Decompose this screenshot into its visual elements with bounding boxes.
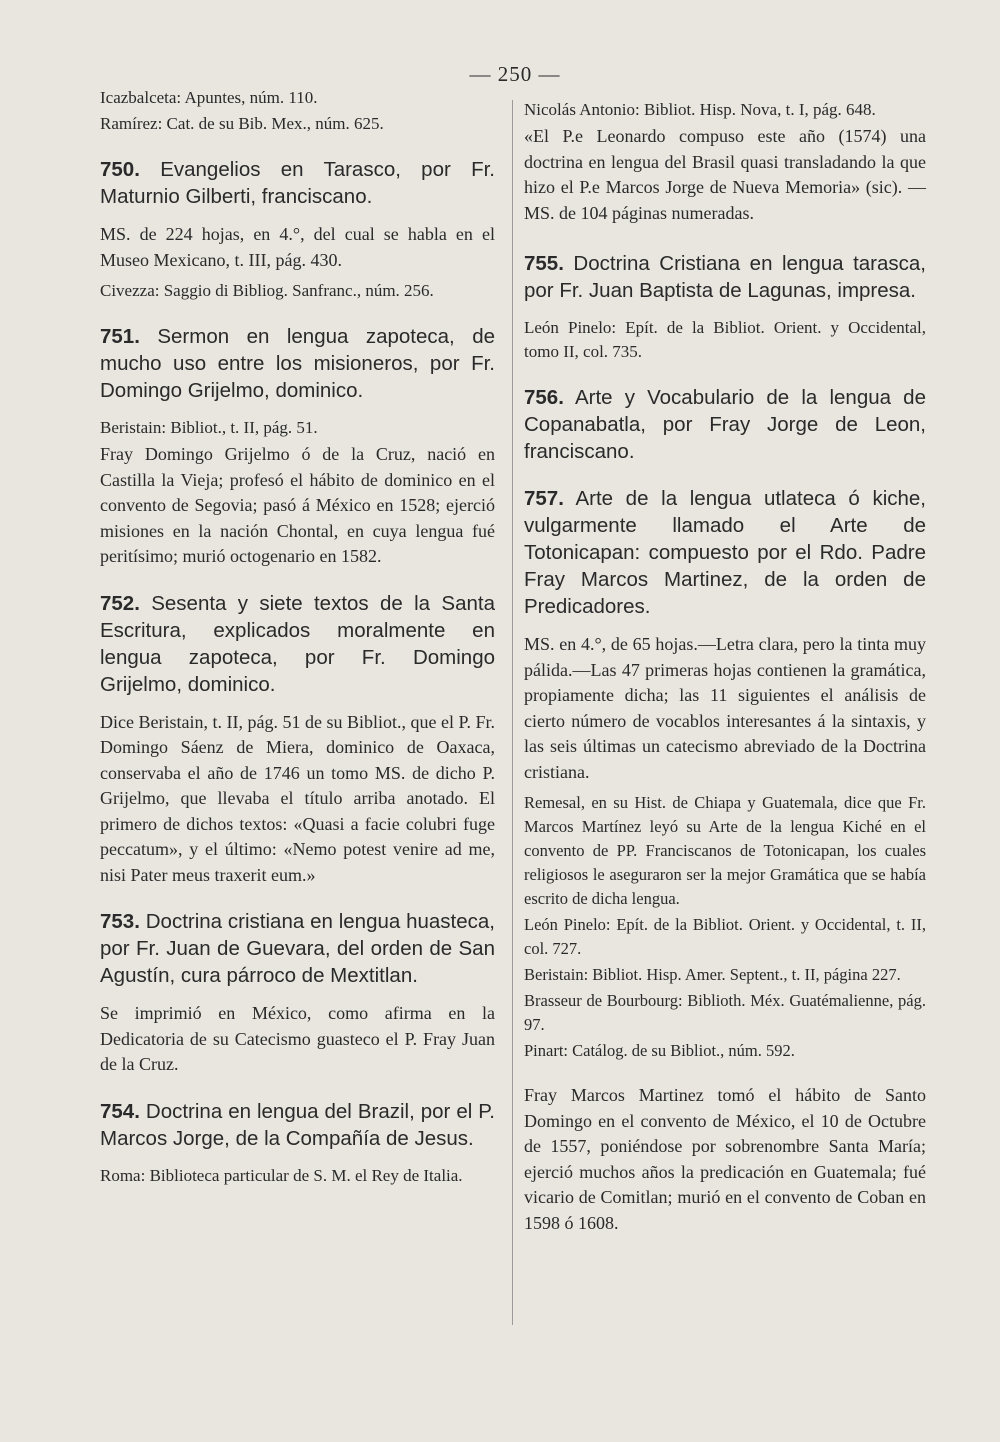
entry-note: Se imprimió en México, como afirma en la Dedicatoria de su Catecismo guasteco el P. Fray Juan de la Cruz. <box>100 1003 495 1074</box>
entry-note: Fray Domingo Grijelmo ó de la Cruz, nació en Castilla la Vieja; profesó el hábito de dominico en el convento de Segovia; pasó á México en 1528; ejerció misiones en la nación Chontal, en cuya lengua fué peritísimo; murió octogenario en 1582. <box>100 444 495 566</box>
page-number: — 250 — <box>469 62 561 86</box>
entry-number: 755. <box>524 252 564 275</box>
entry-number: 753. <box>100 910 140 933</box>
entry-heading <box>100 323 495 404</box>
entry-757 <box>524 485 926 1236</box>
entry-number: 756. <box>524 386 564 409</box>
entry-754 <box>100 1098 495 1188</box>
entry-reference: Civezza: Saggio di Bibliog. Sanfranc., núm. 256. <box>100 281 434 300</box>
entry-number: 754. <box>100 1099 140 1123</box>
entry-753 <box>100 908 495 1078</box>
entry-heading <box>524 384 926 465</box>
entry-reference: Pinart: Catálog. de su Bibliot., núm. 592. <box>524 1041 795 1060</box>
entry-reference: Beristain: Bibliot., t. II, pág. 51. <box>100 418 318 437</box>
entry-755 <box>524 250 926 364</box>
entry-note: Fray Marcos Martinez tomó el hábito de Santo Domingo en el convento de México, el 10 de Octubre de 1557, poniéndose por sobrenombre Santa María; ejerció muchos años la predicación en Guatemala; fué vicario de Comitlan; murió en el convento de Coban en 1598 ó 1608. <box>524 1085 926 1233</box>
entry-751 <box>100 323 495 570</box>
entry-title: Sesenta y siete textos de la Santa Escritura, explicados moralmente en lengua zapoteca, por Fr. Domingo Grijelmo, dominico. <box>100 591 495 696</box>
entry-title: Doctrina Cristiana en lengua tarasca, por Fr. Juan Baptista de Lagunas, impresa. <box>524 252 926 302</box>
entry-number: 751. <box>100 325 140 348</box>
entry-title: Doctrina cristiana en lengua huasteca, por Fr. Juan de Guevara, del orden de San Agustín, cura párroco de Mextitlan. <box>100 910 495 987</box>
entry-heading <box>100 590 495 698</box>
entry-reference: León Pinelo: Epít. de la Bibliot. Orient. y Occidental, tomo II, col. 735. <box>524 318 926 361</box>
entry-750 <box>100 156 495 303</box>
entry-reference: Beristain: Bibliot. Hisp. Amer. Septent., t. II, página 227. <box>524 965 901 984</box>
entry-heading <box>524 250 926 304</box>
left-column <box>100 86 495 1208</box>
entry-heading <box>524 485 926 620</box>
entry-note: Dice Beristain, t. II, pág. 51 de su Bibliot., que el P. Fr. Domingo Sáenz de Miera, dominico de Oaxaca, conservaba el año de 1746 un tomo MS. de dicho P. Grijelmo, que llevaba el título arriba anotado. El primero de dichos textos: «Quasi a facie colubri fuge peccatum», y el último: «Nemo potest venire ad me, nisi Pater meus traxerit eum.» <box>100 711 495 885</box>
entry-title: Arte y Vocabulario de la lengua de Copanabatla, por Fray Jorge de Leon, franciscano. <box>524 386 926 463</box>
entry-heading <box>100 156 495 210</box>
column-divider <box>512 100 513 1325</box>
entry-number: 752. <box>100 591 140 615</box>
quoted-note: «El P.e Leonardo compuso este año (1574) una doctrina en lengua del Brasil quasi transladando la que hizo el P.e Marcos Jorge de Nueva Memoria» (sic). — MS. de 104 páginas numeradas. <box>524 126 926 223</box>
entry-752 <box>100 590 495 889</box>
entry-reference: León Pinelo: Epít. de la Bibliot. Orient. y Occidental, t. II, col. 727. <box>524 915 926 958</box>
entry-title: Doctrina en lengua del Brazil, por el P. Marcos Jorge, de la Compañía de Jesus. <box>100 1099 495 1150</box>
entry-heading <box>100 908 495 989</box>
right-column <box>524 98 926 1256</box>
entry-title: Sermon en lengua zapoteca, de mucho uso entre los misioneros, por Fr. Domingo Grijelmo, dominico. <box>100 325 495 402</box>
entry-title: Evangelios en Tarasco, por Fr. Maturnio Gilberti, franciscano. <box>100 158 495 208</box>
reference-line: Nicolás Antonio: Bibliot. Hisp. Nova, t. I, pág. 648. <box>524 100 876 119</box>
entry-number: 757. <box>524 487 564 510</box>
entry-reference: Remesal, en su Hist. de Chiapa y Guatemala, dice que Fr. Marcos Martínez leyó su Arte de la lengua Kiché en el convento de PP. Franciscanos de Totonicapan, los cuales religiosos le aseguraron ser la mejor Gramática que se había escrito de dicha lengua. <box>524 793 926 908</box>
entry-note: MS. en 4.°, de 65 hojas.—Letra clara, pero la tinta muy pálida.—Las 47 primeras hojas contienen la gramática, propiamente dicha; las 11 siguientes el análisis de cierto número de vocablos interesantes á la sintaxis, y las seis últimas un catecismo abreviado de la Doctrina cristiana. <box>524 634 926 782</box>
entry-note: MS. de 224 hojas, en 4.°, del cual se habla en el Museo Mexicano, t. III, pág. 430. <box>100 224 495 270</box>
entry-number: 750. <box>100 158 140 181</box>
entry-reference: Brasseur de Bourbourg: Biblioth. Méx. Guatémalienne, pág. 97. <box>524 991 926 1034</box>
entry-heading <box>100 1098 495 1152</box>
entry-756 <box>524 384 926 465</box>
reference-line: Ramírez: Cat. de su Bib. Mex., núm. 625. <box>100 114 384 133</box>
reference-line: Icazbalceta: Apuntes, núm. 110. <box>100 88 318 107</box>
entry-reference: Roma: Biblioteca particular de S. M. el Rey de Italia. <box>100 1165 463 1185</box>
entry-title: Arte de la lengua utlateca ó kiche, vulgarmente llamado el Arte de Totonicapan: compuesto por el Rdo. Padre Fray Marcos Martinez, de la orden de Predicadores. <box>524 487 926 618</box>
